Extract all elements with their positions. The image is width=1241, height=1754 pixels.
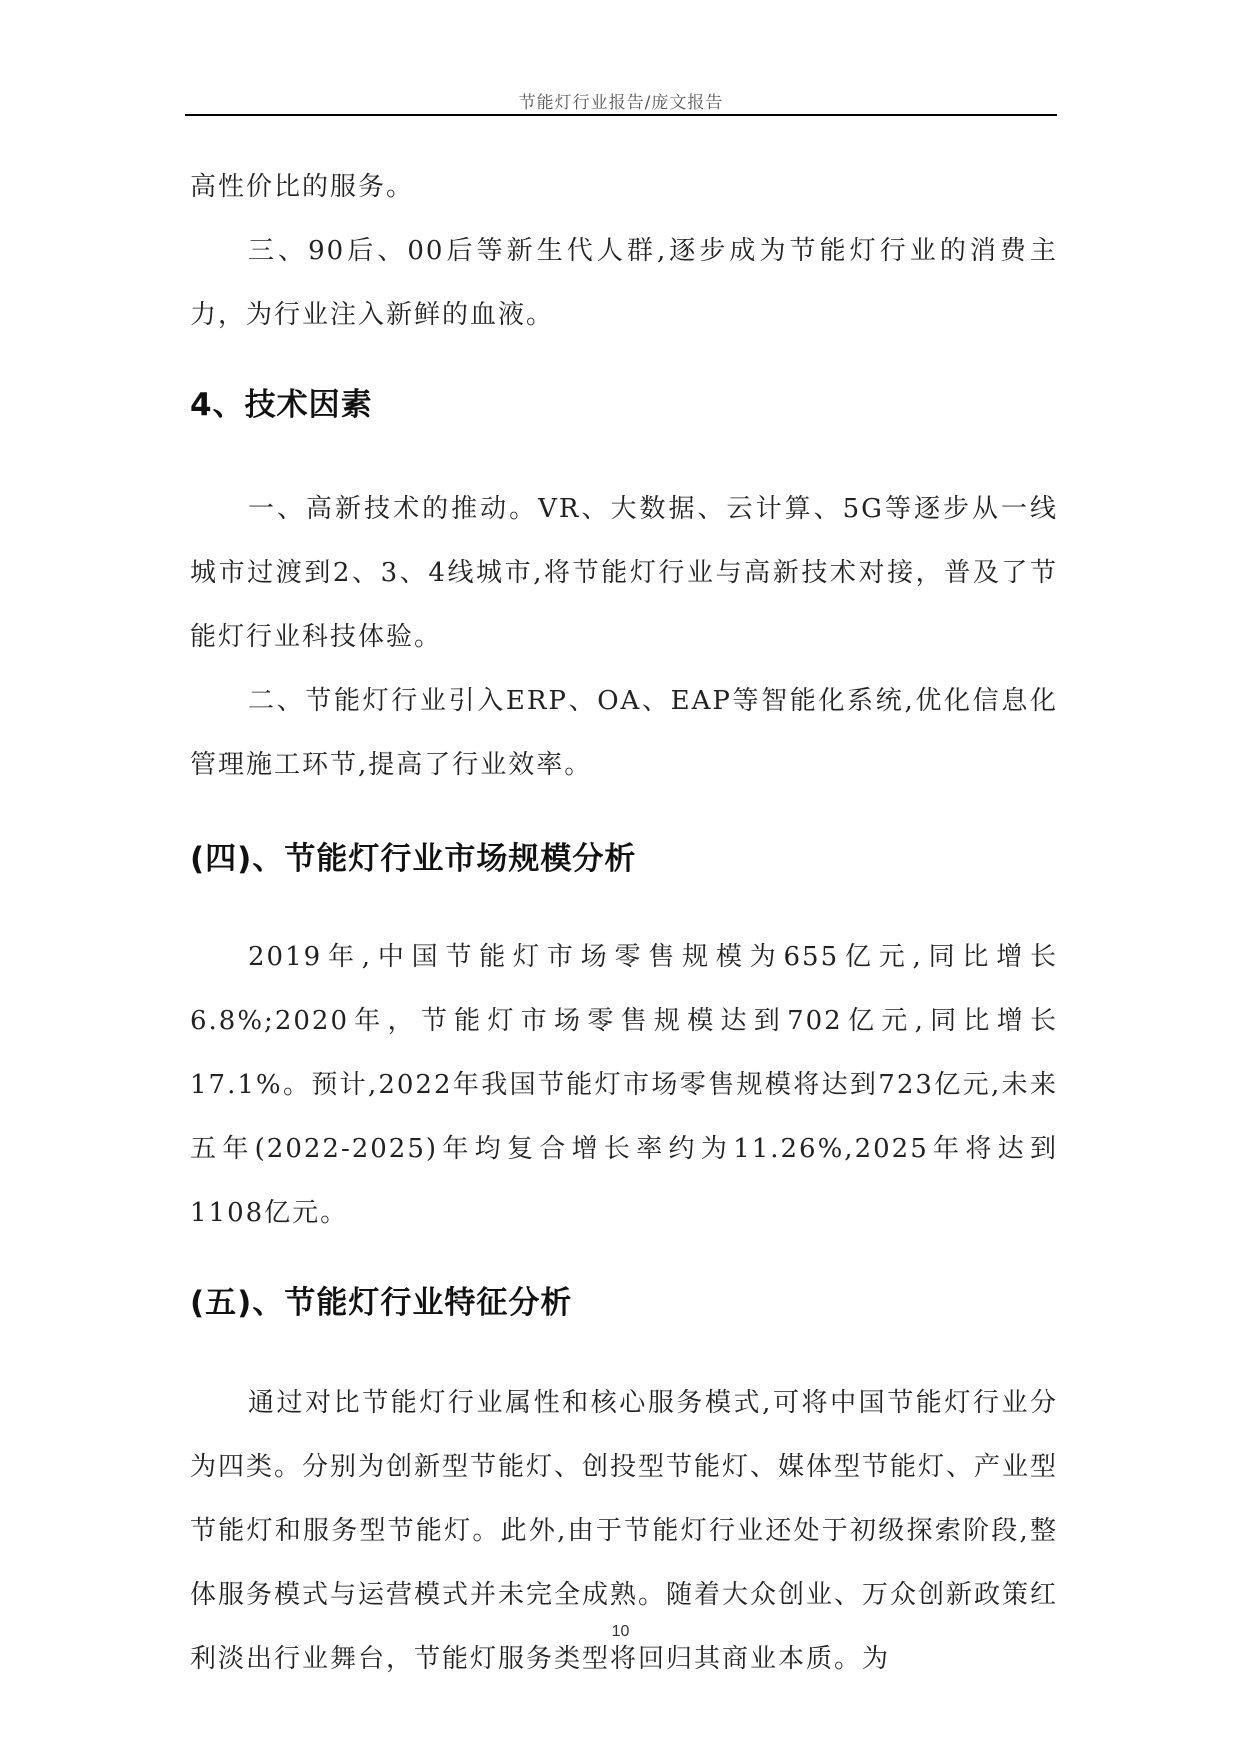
page-number: 10 (611, 1623, 630, 1640)
paragraph-continued: 高性价比的服务。 (190, 172, 415, 202)
paragraph-intelligent-systems: 二、节能灯行业引入ERP、OA、EAP等智能化系统,优化信息化管理施工环节,提高了行业效率。 (190, 686, 1058, 780)
paragraph-industry-features: 通过对比节能灯行业属性和核心服务模式,可将中国节能灯行业分为四类。分别为创新型节能灯、创投型节能灯、媒体型节能灯、产业型节能灯和服务型节能灯。此外,由于节能灯行业还处于初级探索阶段,整体服务模式与运营模式并未完全成熟。随着大众创业、万众创新政策红利淡出行业舞台，节能灯服务类型将回归其商业本质。为 (190, 1388, 1059, 1674)
section-heading-market-scale: (四)、节能灯行业市场规模分析 (190, 841, 637, 877)
section-heading-industry-features: (五)、节能灯行业特征分析 (190, 1285, 573, 1321)
running-header: 节能灯行业报告/庞文报告 (518, 93, 724, 113)
section-heading-tech-factors: 4、技术因素 (190, 387, 373, 423)
page-body (190, 155, 1058, 1691)
paragraph-high-tech: 一、高新技术的推动。VR、大数据、云计算、5G等逐步从一线城市过渡到2、3、4线城市,将节能灯行业与高新技术对接，普及了节能灯行业科技体验。 (190, 494, 1058, 652)
header-divider (185, 114, 1057, 116)
paragraph-consumer-groups: 三、90后、00后等新生代人群,逐步成为节能灯行业的消费主力，为行业注入新鲜的血液。 (190, 236, 1058, 330)
paragraph-market-scale: 2019年,中国节能灯市场零售规模为655亿元,同比增长6.8%;2020年，节能灯市场零售规模达到702亿元,同比增长17.1%。预计,2022年我国节能灯市场零售规模将达到723亿元,未来五年(2022-2025)年均复合增长率约为11.26%,2025年将达到1108亿元。 (190, 942, 1058, 1228)
